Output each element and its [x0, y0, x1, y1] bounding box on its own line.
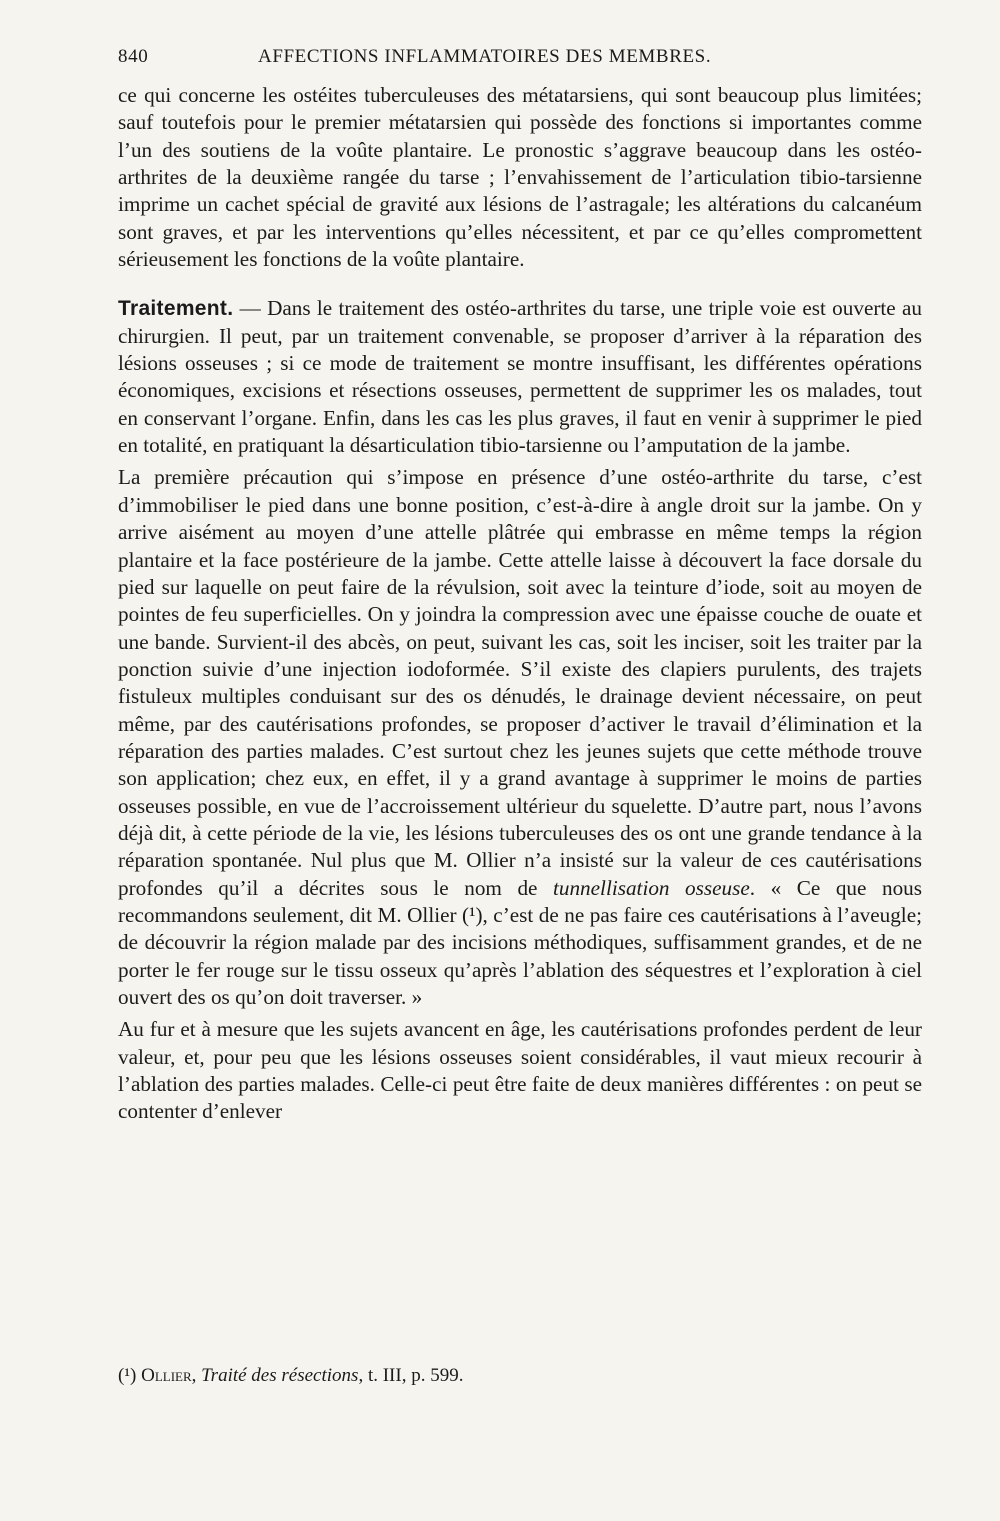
paragraph-treatment-text: — Dans le traitement des ostéo-arthrites du tarse, une triple voie est ouverte au chirurgien. Il peut, par un traitement convenable, se proposer d’arriver à la réparation des lésions osseuses ; si ce mode de traitement se montre insuffisant, les différentes opérations économiques, excisions et résections osseuses, permettent de supprimer les os malades, tout en conservant l’organe. Enfin, dans les cas les plus graves, il faut en venir à supprimer le pied en totalité, en pratiquant la désarticulation tibio-tarsienne ou l’amputation de la jambe.: [118, 296, 922, 458]
footnote-separator: ,: [191, 1365, 202, 1386]
page-number: 840: [118, 46, 149, 67]
paragraph-ollier-quote: . « Ce que nous recommandons seulement, dit M. Ollier (¹), c’est de ne pas faire ces cautérisations à l’aveugle; de découvrir la région malade par des incisions méthodiques, suffisamment grandes, et de ne porter le fer rouge sur le tissu osseux qu’après l’ablation des séquestres et l’exploration à ciel ouvert des os qu’on doit traverser. »: [118, 875, 923, 1009]
running-head-title: AFFECTIONS INFLAMMATOIRES DES MEMBRES.: [258, 46, 712, 67]
section-heading-traitement: Traitement.: [118, 297, 234, 321]
footnote: [118, 1364, 922, 1388]
paragraph-treatment: [118, 295, 922, 459]
body-text: [118, 82, 922, 1126]
paragraph-first-precaution-text: La première précaution qui s’impose en présence d’une ostéo-arthrite du tarse, c’est d’immobiliser le pied dans une bonne position, c’est-à-dire à angle droit sur la jambe. On y arrive aisément au moyen d’une attelle plâtrée qui embrasse en même temps la région plantaire et la face postérieure de la jambe. Cette attelle laisse à découvert la face dorsale du pied sur laquelle on peut faire de la révulsion, soit avec la teinture d’iode, soit au moyen de pointes de feu superficielles. On y joindra la compression avec une épaisse couche de ouate et une bande. Survient-il des abcès, on peut, suivant les cas, soit les inciser, soit les traiter par la ponction suivie d’une injection iodoformée. S’il existe des clapiers purulents, des trajets fistuleux multiples conduisant sur des os dénudés, le drainage devient nécessaire, on peut même, par des cautérisations profondes, se proposer d’activer le travail d’élimination et la réparation des parties malades. C’est surtout chez les jeunes sujets que cette méthode trouve son application; chez eux, en effet, il y a grand avantage à supprimer le moins de parties osseuses possible, en vue de l’accroissement ultérieur du squelette. D’autre part, nous l’avons déjà dit, à cette période de la vie, les lésions tuberculeuses des os ont une grande tendance à la réparation spontanée. Nul plus que M. Ollier n’a insisté sur la valeur de ces cautérisations profondes qu’il a décrites sous le nom de: [118, 465, 922, 900]
paragraph-age-progression: Au fur et à mesure que les sujets avancent en âge, les cautérisations profondes perdent de leur valeur, et, pour peu que les lésions osseuses soient considérables, il vaut mieux recourir à l’ablation des parties malades. Celle-ci peut être faite de deux manières différentes : on peut se contenter d’enlever: [118, 1017, 922, 1124]
footnote-marker: (¹): [118, 1365, 142, 1386]
footnote-title: Traité des résections: [201, 1365, 359, 1386]
paragraph-first-precaution: [118, 464, 922, 1011]
footnote-author: Ollier: [141, 1365, 192, 1386]
footnote-reference: , t. III, p. 599.: [358, 1365, 464, 1386]
italic-term-tunnellisation: tunnellisation osseuse: [552, 875, 750, 900]
paragraph-prognosis-continuation: ce qui concerne les ostéites tuberculeuses des métatarsiens, qui sont beaucoup plus limitées; sauf toutefois pour le premier métatarsien qui possède des fonctions si importantes comme l’un des soutiens de la voûte plantaire. Le pronostic s’aggrave beaucoup dans les ostéo-arthrites de la deuxième rangée du tarse ; l’envahissement de l’articulation tibio-tarsienne imprime un cachet spécial de gravité aux lésions de l’astragale; les altérations du calcanéum sont graves, et par les interventions qu’elles nécessitent, et par ce qu’elles compromettent sérieusement les fonctions de la voûte plantaire.: [118, 83, 922, 272]
running-head: [118, 46, 922, 76]
